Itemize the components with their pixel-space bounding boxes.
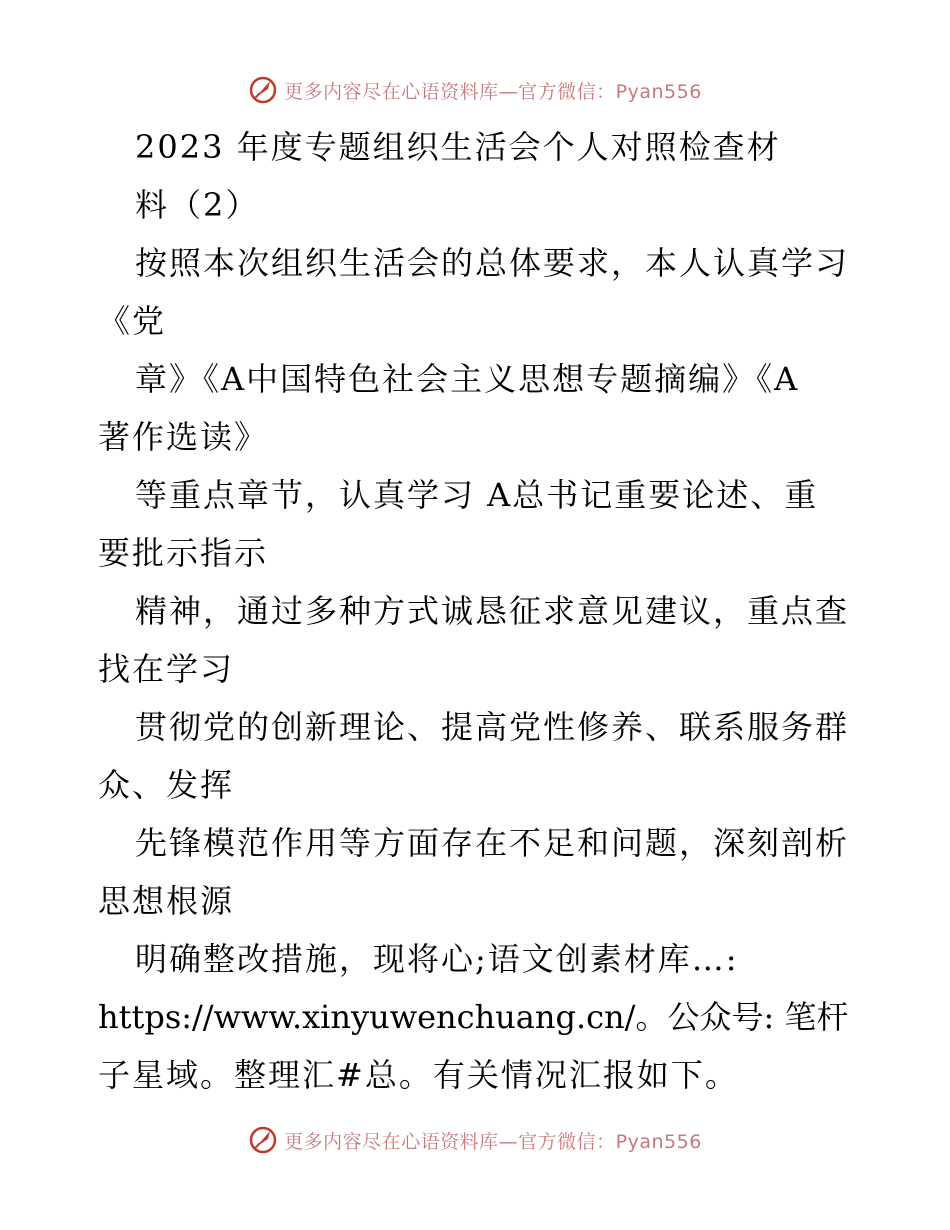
watermark-text: 更多内容尽在心语资料库—官方微信：Pyan556 [284, 1130, 702, 1153]
text-line: 《党 [98, 302, 167, 340]
text-line: 著作选读》 [98, 418, 269, 456]
text-line: 找在学习 [98, 650, 235, 688]
text-line: 要批示指示 [98, 534, 269, 572]
text-line: 众、发挥 [98, 766, 235, 804]
text-line: https://www.xinyuwenchuang.cn/。公众号: 笔杆 [98, 998, 849, 1036]
text-line: 明确整改措施，现将心;语文创素材库…: [135, 940, 739, 978]
text-line: 章》《A中国特色社会主义思想专题摘编》《A [135, 360, 800, 398]
text-line: 料（2） [135, 186, 260, 224]
text-line: 2023 年度专题组织生活会个人对照检查材 [135, 128, 781, 166]
text-line: 按照本次组织生活会的总体要求，本人认真学习 [135, 244, 850, 282]
text-line: 贯彻党的创新理论、提高党性修养、联系服务群 [135, 708, 850, 746]
watermark-text: 更多内容尽在心语资料库—官方微信：Pyan556 [284, 80, 702, 103]
text-line: 思想根源 [98, 882, 235, 920]
text-line: 先锋模范作用等方面存在不足和问题，深刻剖析 [135, 824, 850, 862]
text-line: 子星域。整理汇#总。有关情况汇报如下。 [98, 1056, 739, 1094]
quill-logo-icon [248, 1125, 278, 1155]
footer-watermark [0, 1120, 950, 1160]
text-line: 精神，通过多种方式诚恳征求意见建议，重点查 [135, 592, 850, 630]
text-line: 等重点章节，认真学习 A总书记重要论述、重 [135, 476, 819, 514]
